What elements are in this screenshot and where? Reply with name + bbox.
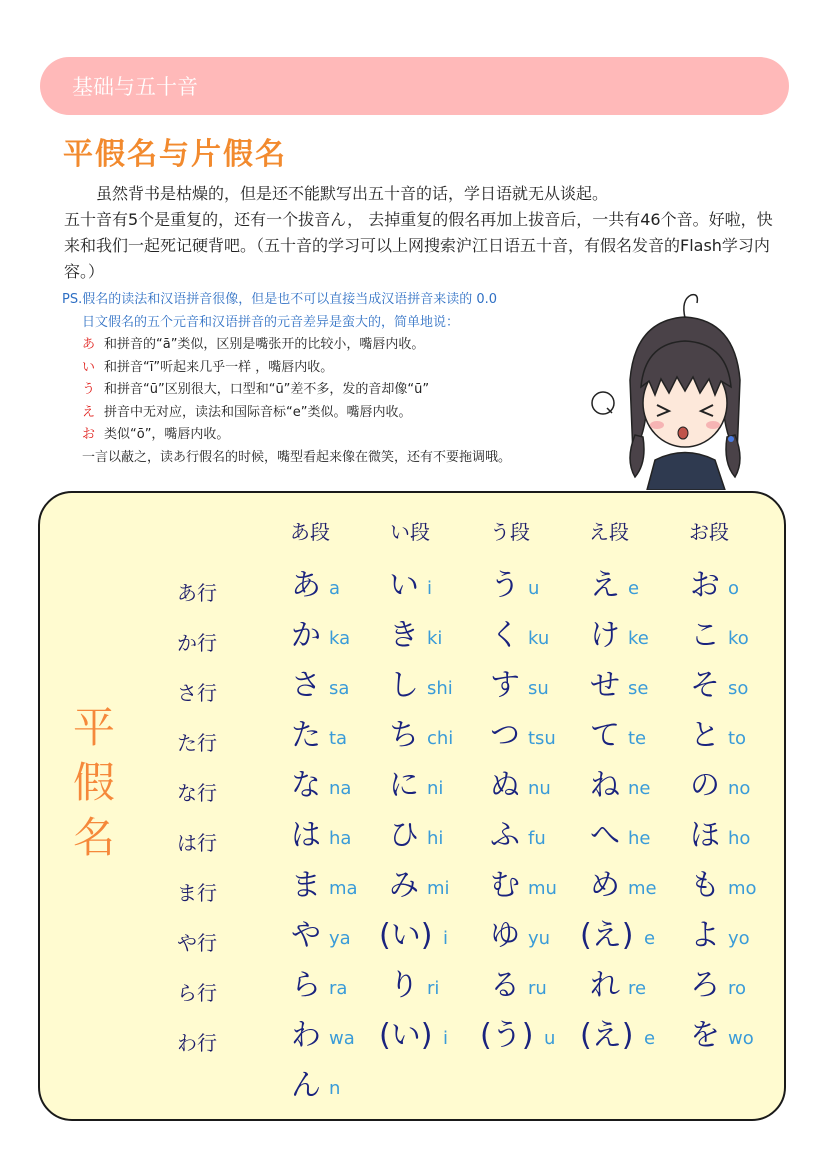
vowel-note-i bbox=[62, 357, 662, 380]
vowel-kana: い bbox=[82, 359, 96, 375]
vowel-kana: え bbox=[82, 404, 96, 420]
kana-char: ろ bbox=[690, 968, 720, 1003]
vowel-note-intro: 日文假名的五个元音和汉语拼音的元音差异是蛮大的，简单地说： bbox=[82, 314, 460, 330]
romaji-label: a bbox=[329, 578, 341, 599]
row-header: さ行 bbox=[177, 681, 217, 705]
intro-text bbox=[64, 181, 784, 285]
side-label-char: 平 bbox=[72, 703, 115, 752]
kana-char: ひ bbox=[389, 818, 419, 853]
kana-char: え bbox=[590, 568, 620, 603]
kana-char: の bbox=[690, 768, 720, 803]
kana-char: む bbox=[490, 868, 520, 903]
romaji-label: mo bbox=[728, 878, 757, 899]
romaji-label: e bbox=[644, 928, 656, 949]
romaji-label: yo bbox=[728, 928, 750, 949]
romaji-label: i bbox=[443, 1028, 449, 1049]
hiragana-side-label bbox=[72, 700, 116, 865]
romaji-label: ta bbox=[329, 728, 348, 749]
romaji-label: ri bbox=[427, 978, 440, 999]
kana-char: ね bbox=[590, 768, 620, 803]
romaji-label: mu bbox=[528, 878, 557, 899]
summary-note: 一言以蔽之，读あ行假名的时候，嘴型看起来像在微笑，还有不要拖调哦。 bbox=[82, 449, 512, 465]
column-header: い段 bbox=[390, 520, 430, 544]
vowel-note-e bbox=[62, 402, 662, 425]
romaji-label: te bbox=[628, 728, 647, 749]
side-label-char: 名 bbox=[72, 813, 115, 862]
vowel-description: 和拼音“ū”区别很大，口型和“ū”差不多，发的音却像“ū” bbox=[104, 382, 430, 397]
romaji-label: se bbox=[628, 678, 649, 699]
romaji-label: shi bbox=[427, 678, 453, 699]
romaji-label: ka bbox=[329, 628, 351, 649]
romaji-label: no bbox=[728, 778, 751, 799]
kana-char: く bbox=[490, 618, 520, 653]
romaji-label: e bbox=[644, 1028, 656, 1049]
row-header: わ行 bbox=[177, 1031, 217, 1055]
romaji-label: hi bbox=[427, 828, 444, 849]
romaji-label: o bbox=[728, 578, 740, 599]
kana-char: み bbox=[389, 868, 419, 903]
romaji-label: ya bbox=[329, 928, 351, 949]
kana-char: う bbox=[490, 568, 520, 603]
kana-char: (う) bbox=[480, 1018, 534, 1053]
romaji-label: na bbox=[329, 778, 352, 799]
kana-char: (え) bbox=[580, 1018, 634, 1053]
row-header: な行 bbox=[177, 781, 217, 805]
romaji-label: ru bbox=[528, 978, 547, 999]
romaji-label: i bbox=[427, 578, 433, 599]
kana-char: ち bbox=[389, 718, 419, 753]
vowel-kana: う bbox=[82, 382, 96, 397]
page-title: 平假名与片假名 bbox=[63, 137, 287, 172]
kana-char: す bbox=[490, 668, 520, 703]
ps-note: PS.假名的读法和汉语拼音很像，但是也不可以直接当成汉语拼音来读的 0.0 bbox=[62, 292, 498, 307]
column-header: う段 bbox=[490, 520, 530, 544]
kana-char: な bbox=[291, 768, 321, 803]
row-header: ら行 bbox=[177, 981, 217, 1005]
romaji-label: fu bbox=[528, 828, 546, 849]
kana-char: ん bbox=[291, 1068, 321, 1103]
romaji-label: ho bbox=[728, 828, 751, 849]
kana-char: あ bbox=[291, 568, 321, 603]
romaji-label: ma bbox=[329, 878, 358, 899]
kana-char: け bbox=[590, 618, 620, 653]
kana-char: よ bbox=[690, 918, 720, 953]
romaji-label: ku bbox=[528, 628, 550, 649]
kana-char: と bbox=[690, 718, 720, 753]
romaji-label: nu bbox=[528, 778, 551, 799]
row-header: あ行 bbox=[177, 581, 217, 605]
kana-char: ぬ bbox=[490, 768, 520, 803]
kana-char: る bbox=[490, 968, 520, 1003]
vowel-note-o bbox=[62, 424, 662, 447]
intro-paragraph-1: 虽然背书是枯燥的，但是还不能默写出五十音的话，学日语就无从谈起。 bbox=[96, 184, 609, 203]
kana-char: わ bbox=[291, 1018, 321, 1053]
kana-char: か bbox=[291, 618, 321, 653]
romaji-label: ke bbox=[628, 628, 649, 649]
romaji-label: ro bbox=[728, 978, 747, 999]
kana-char: つ bbox=[490, 718, 520, 753]
row-header: た行 bbox=[177, 731, 217, 755]
kana-char: せ bbox=[590, 668, 620, 703]
kana-char: に bbox=[389, 768, 419, 803]
kana-char: た bbox=[291, 718, 321, 753]
vowel-description: 和拼音的“ā”类似，区别是嘴张开的比较小，嘴唇内收。 bbox=[104, 337, 425, 352]
intro-paragraph-2: 五十音有5个是重复的，还有一个拔音ん， 去掉重复的假名再加上拔音后，一共有46个音。好啦，快来和我们一起死记硬背吧。（五十音的学习可以上网搜索沪江日语五十音，有假名发音的Flash学习内容。） bbox=[64, 210, 773, 281]
romaji-label: ra bbox=[329, 978, 348, 999]
romaji-label: su bbox=[528, 678, 549, 699]
romaji-label: u bbox=[528, 578, 540, 599]
section-header-title: 基础与五十音 bbox=[72, 75, 198, 99]
romaji-label: re bbox=[628, 978, 647, 999]
kana-char: し bbox=[389, 668, 419, 703]
row-header: は行 bbox=[177, 831, 217, 855]
kana-char: ほ bbox=[690, 818, 720, 853]
mascot-illustration bbox=[585, 285, 760, 490]
romaji-label: tsu bbox=[528, 728, 556, 749]
romaji-label: to bbox=[728, 728, 747, 749]
romaji-label: sa bbox=[329, 678, 350, 699]
romaji-label: i bbox=[443, 928, 449, 949]
kana-char: (い) bbox=[379, 918, 433, 953]
romaji-label: mi bbox=[427, 878, 450, 899]
romaji-label: e bbox=[628, 578, 640, 599]
romaji-label: yu bbox=[528, 928, 551, 949]
romaji-label: wo bbox=[728, 1028, 754, 1049]
romaji-label: u bbox=[544, 1028, 556, 1049]
vowel-description: 类似“ō”，嘴唇内收。 bbox=[104, 427, 230, 442]
vowel-kana: あ bbox=[82, 337, 96, 352]
vowel-description: 和拼音“ī”听起来几乎一样 ，嘴唇内收。 bbox=[104, 359, 334, 375]
romaji-label: wa bbox=[329, 1028, 355, 1049]
row-header: か行 bbox=[177, 631, 217, 655]
kana-char: ま bbox=[291, 868, 321, 903]
romaji-label: ha bbox=[329, 828, 352, 849]
kana-char: き bbox=[389, 618, 419, 653]
romaji-label: n bbox=[329, 1078, 341, 1099]
column-header: え段 bbox=[589, 520, 629, 544]
kana-char: り bbox=[389, 968, 419, 1003]
kana-char: れ bbox=[590, 968, 620, 1003]
vowel-description: 拼音中无对应，读法和国际音标“e”类似。嘴唇内收。 bbox=[104, 404, 412, 420]
romaji-label: he bbox=[628, 828, 651, 849]
kana-char: お bbox=[690, 568, 720, 603]
romaji-label: ko bbox=[728, 628, 749, 649]
kana-char: (い) bbox=[379, 1018, 433, 1053]
pronunciation-notes bbox=[62, 289, 662, 469]
kana-char: て bbox=[590, 718, 620, 753]
kana-char: も bbox=[690, 868, 720, 903]
kana-char: め bbox=[590, 868, 620, 903]
kana-char: ふ bbox=[490, 818, 520, 853]
row-header: や行 bbox=[177, 931, 217, 955]
kana-char: さ bbox=[291, 668, 321, 703]
kana-char: こ bbox=[690, 618, 720, 653]
side-label-char: 假 bbox=[72, 758, 115, 807]
kana-char: は bbox=[291, 818, 321, 853]
vowel-note-a bbox=[62, 334, 662, 357]
column-header: あ段 bbox=[290, 520, 330, 544]
row-header: ま行 bbox=[177, 881, 217, 905]
romaji-label: me bbox=[628, 878, 657, 899]
kana-char: (え) bbox=[580, 918, 634, 953]
kana-char: へ bbox=[590, 818, 620, 853]
kana-char: ゆ bbox=[490, 918, 520, 953]
romaji-label: chi bbox=[427, 728, 454, 749]
column-header: お段 bbox=[689, 520, 729, 544]
kana-char: ら bbox=[291, 968, 321, 1003]
romaji-label: ni bbox=[427, 778, 444, 799]
romaji-label: ki bbox=[427, 628, 443, 649]
vowel-note-u bbox=[62, 379, 662, 402]
romaji-label: ne bbox=[628, 778, 651, 799]
vowel-kana: お bbox=[82, 427, 96, 442]
kana-char: そ bbox=[690, 668, 720, 703]
kana-char: を bbox=[690, 1018, 720, 1053]
romaji-label: so bbox=[728, 678, 749, 699]
kana-char: や bbox=[291, 918, 321, 953]
kana-char: い bbox=[389, 568, 419, 603]
